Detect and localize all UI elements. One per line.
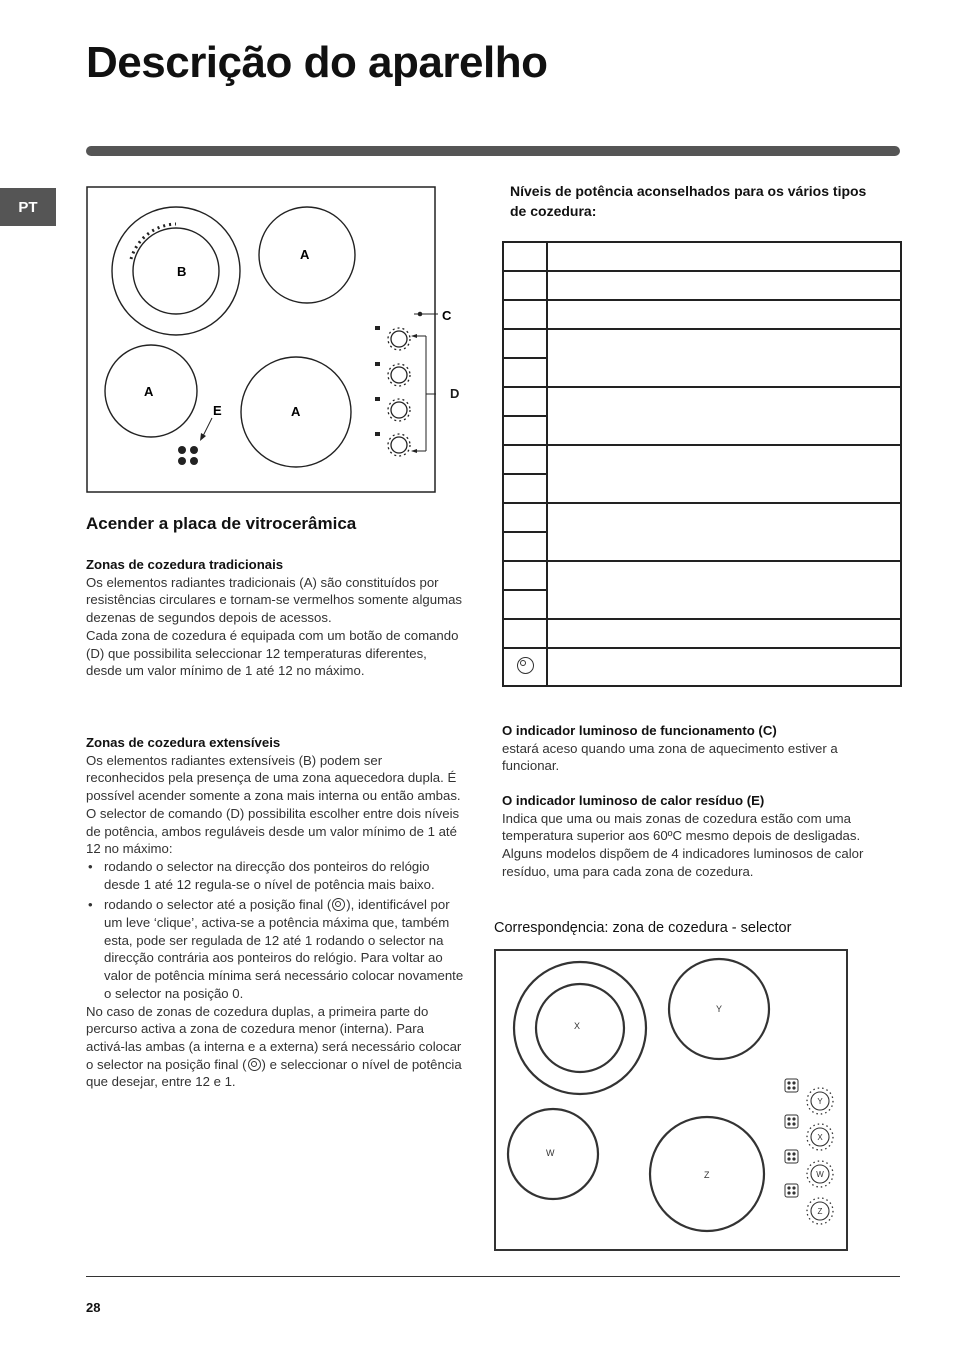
table-row <box>503 445 901 474</box>
traditional-zones-paragraph-2: Cada zona de cozedura é equipada com um botão de comando (D) que possibilita seleccionar 12 temperaturas diferentes, desde um valor mínimo de 1 até 12 no máximo. <box>86 627 459 679</box>
extensible-zones-list <box>86 858 464 1003</box>
table-row <box>503 300 901 329</box>
indicator-c-text: estará aceso quando uma zona de aquecimento estiver a funcionar. <box>502 740 838 774</box>
extensible-zones-paragraph-2: O selector de comando (D) possibilita escolher entre dois níveis de potência, ambos reguláveis desde um valor mínimo de 1 até 12 no máximo: <box>86 805 460 857</box>
table-row <box>503 329 901 358</box>
extensible-zones-paragraph-3: No caso de zonas de cozedura duplas, a primeira parte do percurso activa a zona de cozedura menor (interna). Para activá-las ambas (a interna e a externa) será necessário colocar o selector na posição final ( ) e seleccionar o nível de potência que desejar, entre 12 e 1. <box>86 1003 462 1090</box>
traditional-zones-paragraph-1: Os elementos radiantes tradicionais (A) são constituídos por resistências circulares e tornam-se vermelhos somente algumas dezenas de segundos depois de acessos. <box>86 574 462 626</box>
table-row <box>503 561 901 590</box>
label-z: Z <box>704 1170 710 1180</box>
power-levels-heading: Níveis de potência aconselhados para os vários tipos de cozedura: <box>510 183 867 219</box>
table-row <box>503 387 901 416</box>
traditional-zones-section <box>86 556 464 680</box>
table-row <box>503 242 901 271</box>
indicator-c-title: O indicador luminoso de funcionamento (C) <box>502 723 777 738</box>
footer-divider <box>86 1276 900 1277</box>
table-row <box>503 619 901 648</box>
label-x: X <box>574 1021 581 1031</box>
label-w: W <box>546 1148 555 1158</box>
section-heading: Acender a placa de vitrocerâmica <box>86 514 357 533</box>
label-a-1: A <box>300 247 310 262</box>
knob-label-x: X <box>817 1133 823 1142</box>
title-divider <box>86 146 900 156</box>
label-b: B <box>177 264 187 279</box>
indicator-e-text: Indica que uma ou mais zonas de cozedura estão com uma temperatura superior aos 60ºC mesmo depois de desligadas. Alguns modelos dispõem de 4 indicadores luminosos de calor resíduo, uma para cada zona de cozedura. <box>502 810 864 879</box>
list-item: • rodando o selector na direcção dos ponteiros do relógio desde 1 até 12 regula-se o nível de potência mais baixo. <box>86 858 464 893</box>
final-position-icon <box>332 898 345 911</box>
label-c: C <box>442 308 452 323</box>
label-a-3: A <box>291 404 301 419</box>
final-position-icon <box>248 1058 261 1071</box>
label-e: E <box>213 403 222 418</box>
cooktop-diagram <box>86 186 452 494</box>
table-row <box>503 503 901 532</box>
indicator-c-section <box>502 722 892 775</box>
label-a-2: A <box>144 384 154 399</box>
table-row <box>503 648 901 686</box>
extensible-zones-section <box>86 734 464 1091</box>
zone-selector-diagram <box>494 949 848 1252</box>
label-d: D <box>450 386 460 401</box>
traditional-zones-title: Zonas de cozedura tradicionais <box>86 557 284 572</box>
indicator-e-section <box>502 792 892 881</box>
indicator-e-title: O indicador luminoso de calor resíduo (E) <box>502 793 765 808</box>
correspondence-heading: Correspondęncia: zona de cozedura - selector <box>494 920 792 936</box>
language-tab: PT <box>0 188 56 226</box>
table-row <box>503 271 901 300</box>
power-levels-table <box>502 241 902 687</box>
list-item: • rodando o selector até a posição final ( ), identificável por um leve ‘clique’, activa-se a potência máxima que, também esta, pode ser regulada de 12 até 1 rodando o selector na direcção contrária aos ponteiros do relógio. Para voltar ao valor de potência mínima será necessário colocar novamente o selector na posição 0. <box>86 896 464 1002</box>
extensible-zones-title: Zonas de cozedura extensíveis <box>86 735 281 750</box>
extensible-zones-paragraph-1: Os elementos radiantes extensíveis (B) podem ser reconhecidos pela presença de uma zona aquecedora dupla. É possível acender somente a zona mais interna ou então ambas. <box>86 752 461 804</box>
page-number: 28 <box>86 1300 101 1315</box>
page-title: Descrição do aparelho <box>86 38 548 87</box>
knob-label-z: Z <box>817 1207 823 1216</box>
final-position-icon <box>517 657 534 674</box>
knob-label-w: W <box>816 1170 824 1179</box>
label-y: Y <box>716 1004 723 1014</box>
knob-label-y: Y <box>817 1097 823 1106</box>
